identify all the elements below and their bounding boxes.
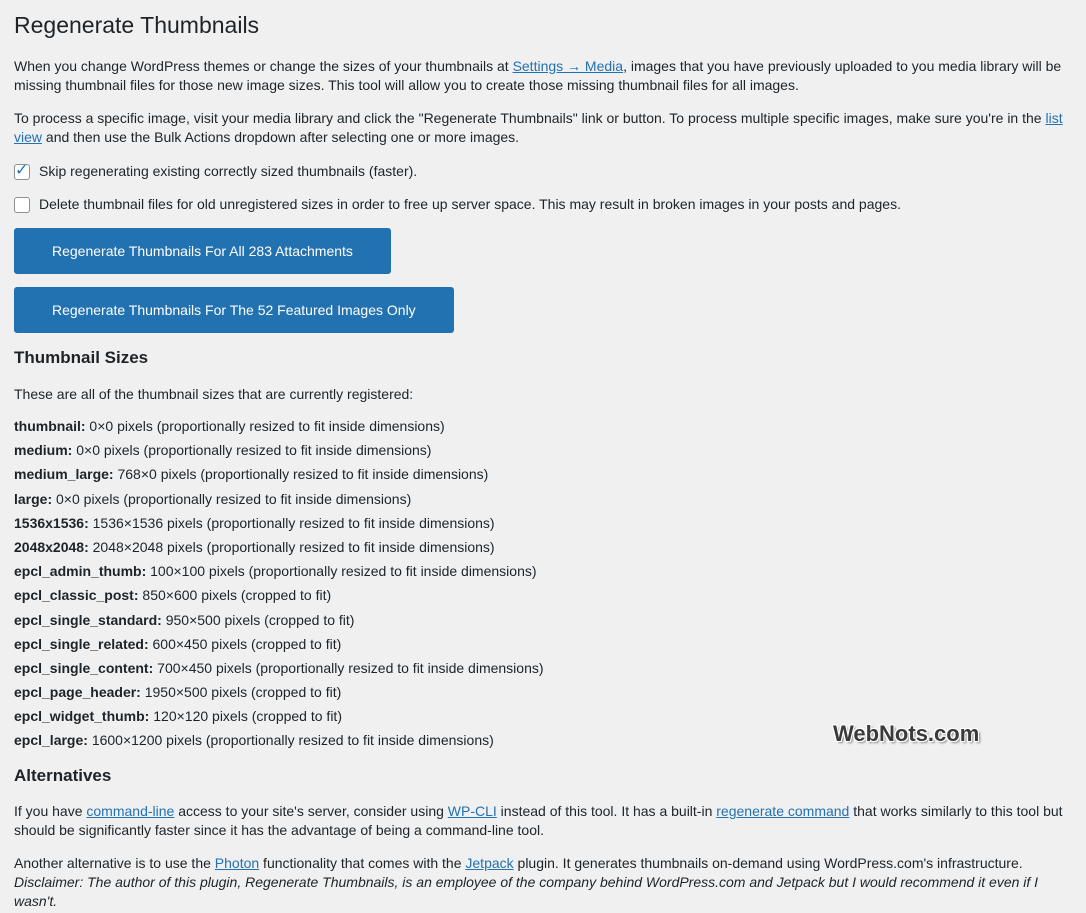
size-name: epcl_admin_thumb: [14,563,147,580]
size-desc: 0×0 pixels (proportionally resized to fit inside dimensions) [52,490,412,507]
intro-text-1b: , images that you have previously uploaded to you media library will be missing thumbnail files for those new image sizes. This tool will allow you to create those missing thumbnail files for all images. [14,58,1062,93]
size-desc: 850×600 pixels (cropped to fit) [138,587,332,604]
jetpack-link[interactable]: Jetpack [465,855,514,871]
settings-media-link[interactable]: Settings → Media [512,58,624,74]
thumbnail-size-list [14,416,544,755]
size-desc: 700×450 pixels (proportionally resized to fit inside dimensions) [153,659,544,676]
size-desc: 1950×500 pixels (cropped to fit) [140,684,342,701]
alternatives-paragraph-2 [14,854,1076,911]
list-item [14,440,544,464]
regenerate-all-button[interactable]: Regenerate Thumbnails For All 283 Attachments [14,228,391,274]
size-name: 1536x1536: [14,514,89,531]
regenerate-command-link[interactable]: regenerate command [716,803,850,819]
alt-text-1d: that works similarly to this tool but should be significantly faster since it has the advantage of being a command-line tool. [14,803,1063,838]
thumbnail-sizes-intro: These are all of the thumbnail sizes that are currently registered: [14,386,414,402]
list-item [14,489,544,513]
list-item [14,706,544,730]
size-name: epcl_classic_post: [14,587,139,604]
skip-existing-label[interactable]: Skip regenerating existing correctly sized thumbnails (faster). [39,163,418,179]
size-desc: 600×450 pixels (cropped to fit) [148,635,342,652]
alt-text-2a: Another alternative is to use the [14,855,215,871]
intro-text-2b: and then use the Bulk Actions dropdown after selecting one or more images. [42,129,520,145]
alt-text-1a: If you have [14,803,87,819]
size-desc: 2048×2048 pixels (proportionally resized to fit inside dimensions) [88,538,495,555]
alt-text-2b: functionality that comes with the [259,855,466,871]
size-name: epcl_single_related: [14,635,149,652]
size-desc: 768×0 pixels (proportionally resized to fit inside dimensions) [113,466,489,483]
list-view-link[interactable]: list view [14,110,1063,145]
list-item [14,416,544,440]
intro-text-1a: When you change WordPress themes or change the sizes of your thumbnails at [14,58,513,74]
size-name: epcl_page_header: [14,684,141,701]
size-desc: 100×100 pixels (proportionally resized to fit inside dimensions) [146,563,537,580]
thumbnail-sizes-heading: Thumbnail Sizes [14,348,149,367]
list-item [14,658,544,682]
list-item [14,513,544,537]
size-name: large: [14,490,53,507]
size-name: epcl_single_content: [14,659,154,676]
photon-link[interactable]: Photon [214,855,260,871]
checkmark-icon: ✓ [15,161,29,179]
alt-text-1c: instead of this tool. It has a built-in [496,803,717,819]
regenerate-featured-button[interactable]: Regenerate Thumbnails For The 52 Featured Images Only [14,287,454,333]
list-item [14,464,544,488]
list-item [14,537,544,561]
wp-cli-link[interactable]: WP-CLI [447,803,497,819]
list-item [14,730,544,754]
list-item [14,610,544,634]
skip-existing-checkbox[interactable] [14,161,30,180]
delete-old-label[interactable]: Delete thumbnail files for old unregistered sizes in order to free up server space. This may result in broken images in your posts and pages. [39,196,901,212]
size-desc: 0×0 pixels (proportionally resized to fit inside dimensions) [85,418,445,434]
size-name: 2048x2048: [14,538,89,555]
delete-old-checkbox[interactable] [14,197,30,213]
alternatives-heading: Alternatives [14,766,112,785]
size-desc: 1600×1200 pixels (proportionally resized to fit inside dimensions) [87,732,494,749]
command-line-link[interactable]: command-line [86,803,175,819]
size-name: medium_large: [14,466,114,483]
intro-paragraph-1 [14,57,1076,95]
list-item [14,634,544,658]
size-desc: 0×0 pixels (proportionally resized to fit inside dimensions) [72,442,432,459]
size-name: epcl_large: [14,732,88,749]
list-item [14,561,544,585]
size-name: thumbnail: [14,418,86,434]
size-desc: 120×120 pixels (cropped to fit) [149,708,342,725]
page-title: Regenerate Thumbnails [14,12,260,38]
alt-text-1b: access to your site's server, consider using [174,803,448,819]
intro-text-2a: To process a specific image, visit your media library and click the "Regenerate Thumbnails" link or button. To process multiple specific images, make sure you're in the [14,110,1046,126]
list-item [14,682,544,706]
disclaimer-text: Disclaimer: The author of this plugin, Regenerate Thumbnails, is an employee of the company behind WordPress.com and Jetpack but I would recommend it even if I wasn't. [14,874,1039,909]
size-desc: 950×500 pixels (cropped to fit) [161,611,355,628]
alternatives-paragraph-1 [14,802,1076,840]
delete-option [14,195,901,214]
intro-paragraph-2 [14,109,1076,147]
alt-text-2c: plugin. It generates thumbnails on-demand using WordPress.com's infrastructure. [513,855,1023,871]
list-item [14,585,544,609]
size-name: medium: [14,442,73,459]
skip-option [14,162,417,181]
webnots-watermark: WebNots.com [833,721,980,746]
size-desc: 1536×1536 pixels (proportionally resized to fit inside dimensions) [88,514,495,531]
size-name: epcl_widget_thumb: [14,708,150,725]
size-name: epcl_single_standard: [14,611,162,628]
